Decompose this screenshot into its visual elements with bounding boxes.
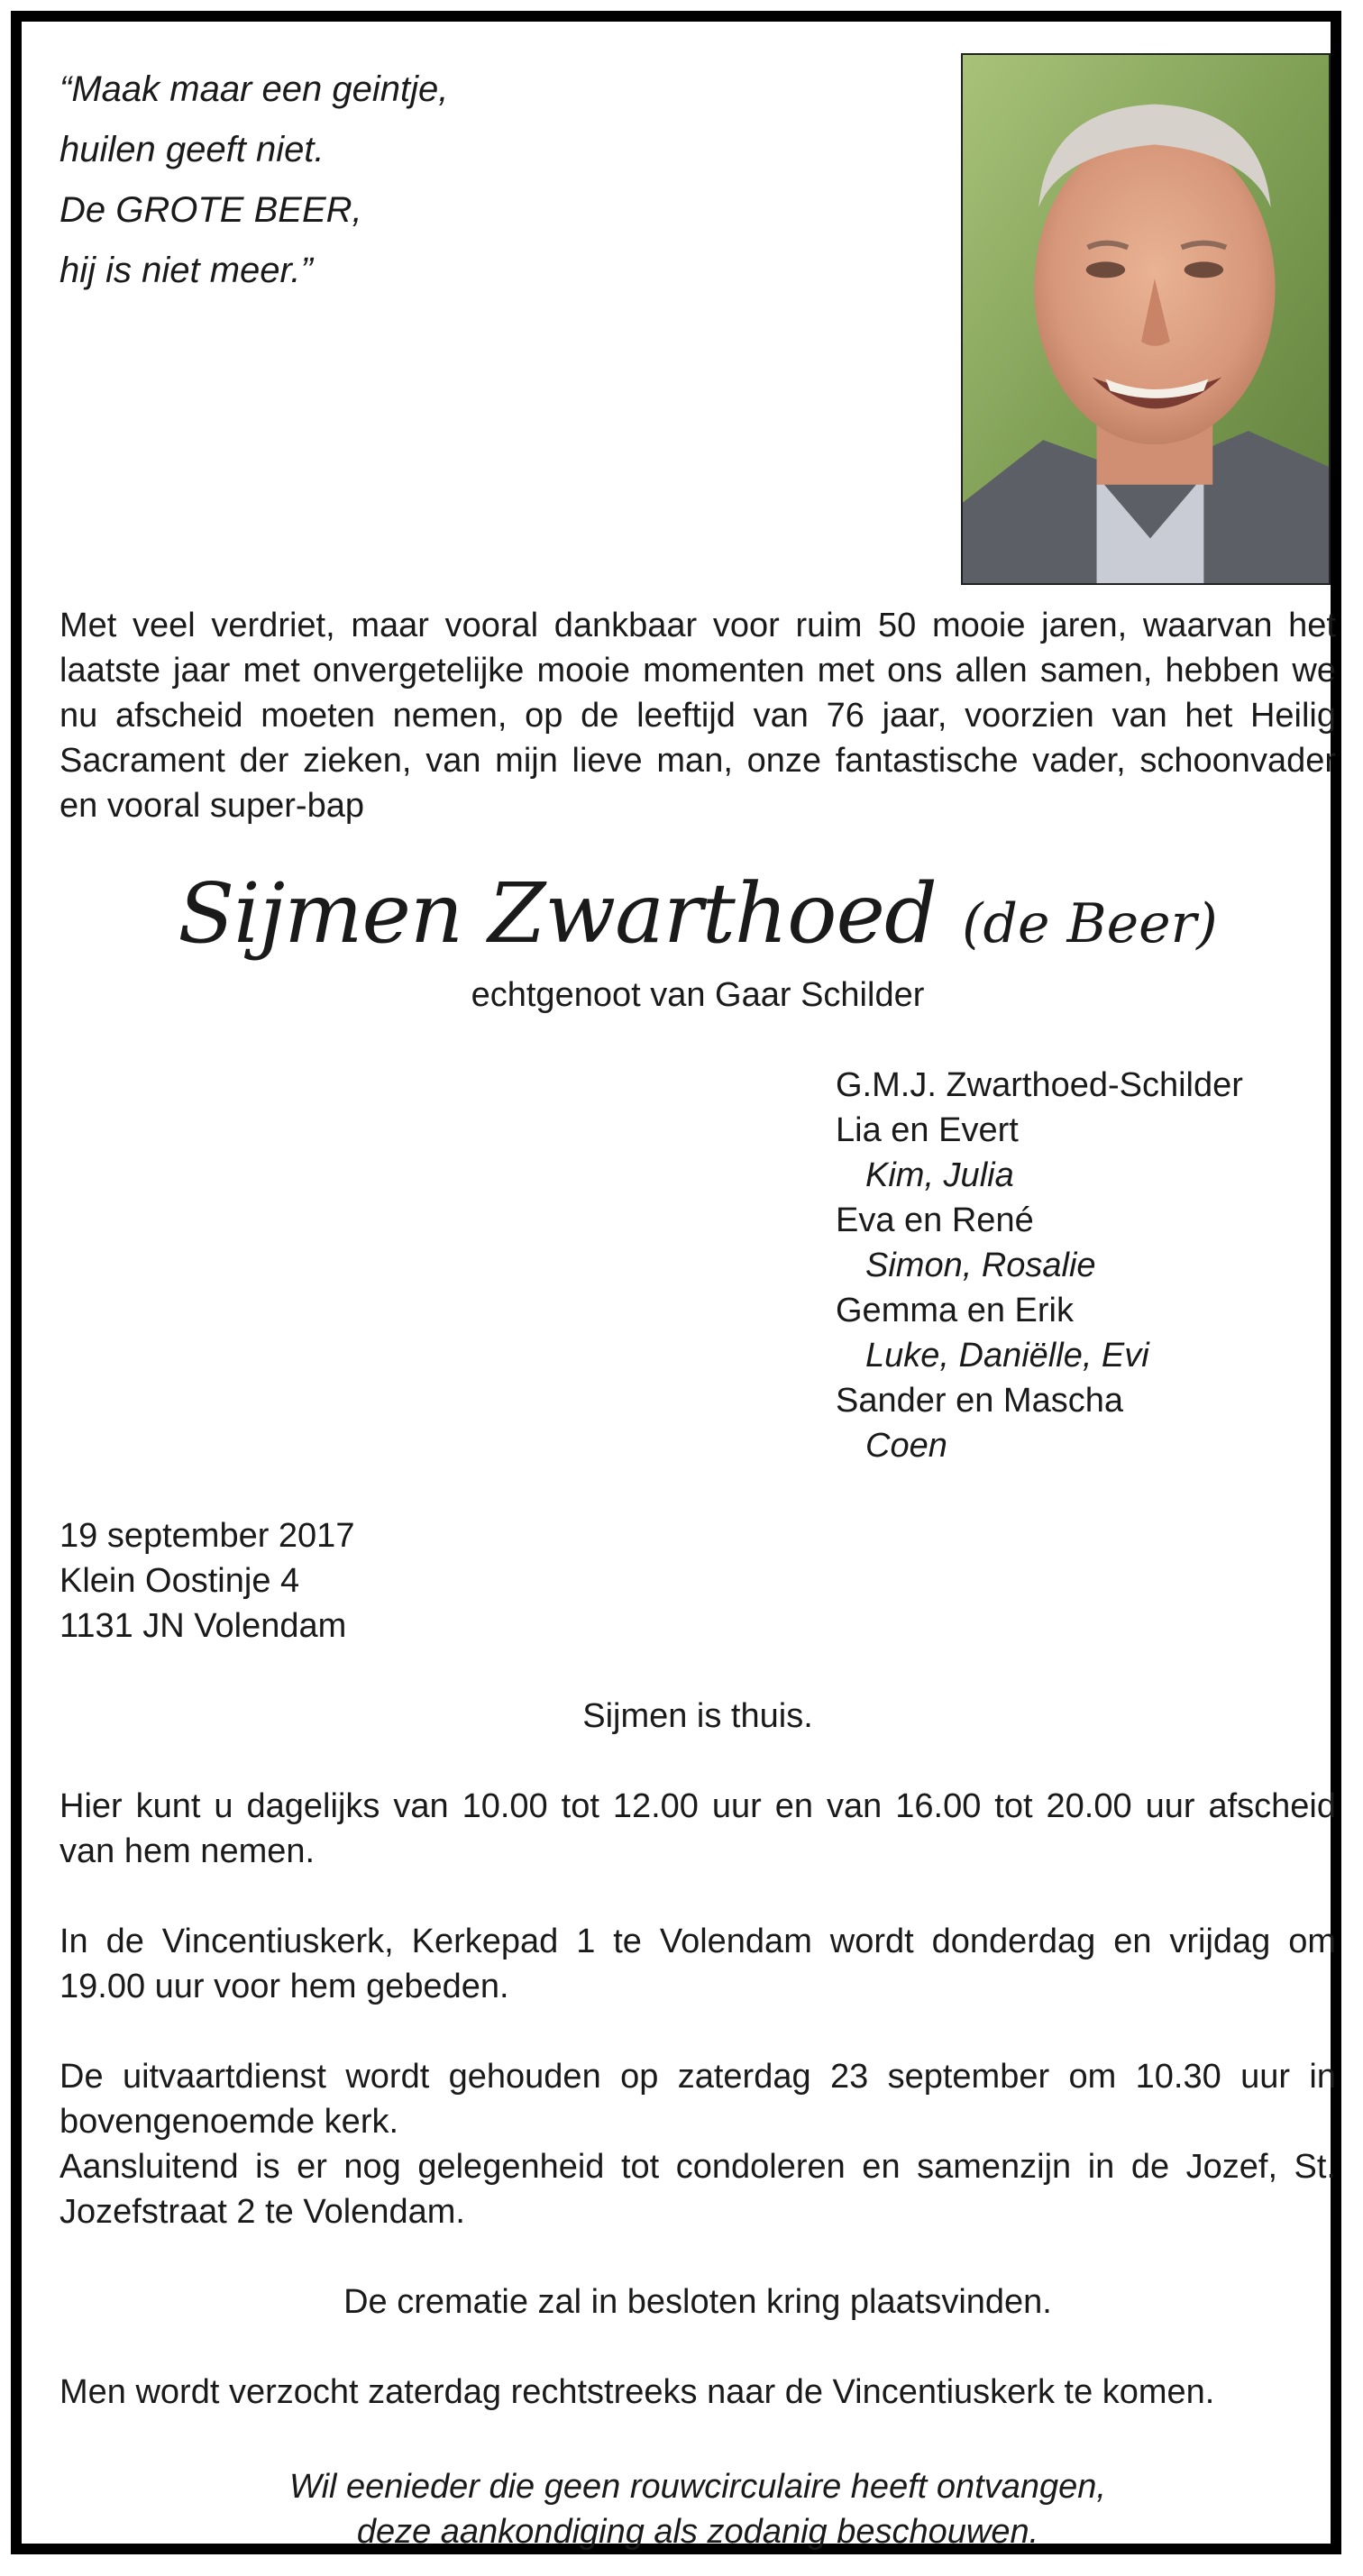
grandchildren: Coen xyxy=(865,1427,947,1465)
service-notice: De uitvaartdienst wordt gehouden op zaterdag 23 september om 10.30 uur in bovengenoemde kerk. xyxy=(59,2058,1336,2141)
family-list xyxy=(836,1063,1336,1468)
grandchildren: Simon, Rosalie xyxy=(865,1247,1096,1284)
cremation-notice: De crematie zal in besloten kring plaatsvinden. xyxy=(343,2283,1052,2321)
address-block xyxy=(59,1513,691,1649)
condolence-notice: Aansluitend is er nog gelegenheid tot condoleren en samenzijn in de Jozef, St. Jozefstraat 2 te Volendam. xyxy=(59,2148,1336,2231)
family-member: Lia en Evert xyxy=(836,1111,1019,1149)
poem xyxy=(59,59,943,301)
date-line: 19 september 2017 xyxy=(59,1517,355,1555)
home-notice: Sijmen is thuis. xyxy=(582,1697,813,1735)
deceased-full-name: Sijmen Zwarthoed xyxy=(178,865,937,962)
closing-note xyxy=(59,2464,1336,2554)
poem-line: “Maak maar een geintje, xyxy=(59,69,449,109)
portrait-photo xyxy=(961,53,1331,585)
family-member: G.M.J. Zwarthoed-Schilder xyxy=(836,1066,1243,1104)
closing-line: deze aankondiging als zodanig beschouwen. xyxy=(356,2513,1039,2551)
card-content xyxy=(59,22,1336,2551)
portrait-photo-icon xyxy=(963,55,1329,583)
poem-line: De GROTE BEER, xyxy=(59,190,362,230)
visiting-hours: Hier kunt u dagelijks van 10.00 tot 12.00 uur en van 16.00 tot 20.00 uur afscheid van hem nemen. xyxy=(59,1787,1336,1870)
family-member: Eva en René xyxy=(836,1201,1034,1239)
closing-line: Wil eenieder die geen rouwcirculaire heeft ontvangen, xyxy=(289,2468,1106,2506)
obituary-card xyxy=(11,11,1341,2554)
street-line: Klein Oostinje 4 xyxy=(59,1562,300,1600)
deceased-name xyxy=(59,864,1336,973)
family-member: Gemma en Erik xyxy=(836,1292,1074,1329)
grandchildren: Kim, Julia xyxy=(865,1156,1014,1194)
intro-text: Met veel verdriet, maar vooral dankbaar voor ruim 50 mooie jaren, waarvan het laatste jaar met onvergetelijke mooie momenten met ons allen samen, hebben we nu afscheid moeten nemen, op de leeftijd van 76 jaar, voorzien van het Heilig Sacrament der zieken, van mijn lieve man, onze fantastische vader, schoonvader en vooral super-bap xyxy=(59,607,1336,825)
poem-line: hij is niet meer.” xyxy=(59,251,313,290)
request-notice: Men wordt verzocht zaterdag rechtstreeks naar de Vincentiuskerk te komen. xyxy=(59,2373,1215,2411)
city-line: 1131 JN Volendam xyxy=(59,1607,347,1645)
spouse-line: echtgenoot van Gaar Schilder xyxy=(471,976,925,1014)
deceased-nickname: (de Beer) xyxy=(962,892,1218,955)
grandchildren: Luke, Daniëlle, Evi xyxy=(865,1337,1149,1375)
prayer-notice: In de Vincentiuskerk, Kerkepad 1 te Volendam wordt donderdag en vrijdag om 19.00 uur voor hem gebeden. xyxy=(59,1923,1336,2005)
arrangements xyxy=(59,1694,1336,2460)
poem-line: huilen geeft niet. xyxy=(59,130,325,169)
family-member: Sander en Mascha xyxy=(836,1382,1123,1420)
